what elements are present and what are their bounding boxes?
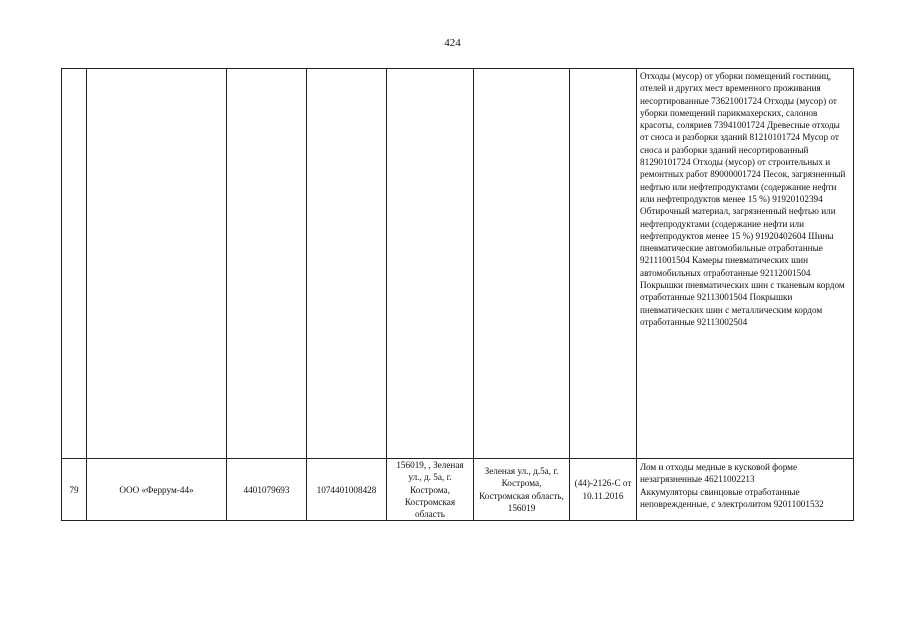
- cell-waste-list: [637, 69, 854, 459]
- cell-activity-address: [474, 69, 570, 459]
- cell-ogrn: [307, 69, 387, 459]
- cell-ogrn: 1074401008428: [307, 459, 387, 521]
- cell-inn: 4401079693: [227, 459, 307, 521]
- cell-waste-list: [637, 459, 854, 521]
- table-row-continuation: [62, 69, 854, 459]
- cell-number: [62, 69, 87, 459]
- cell-inn: [227, 69, 307, 459]
- registry-table: [61, 68, 854, 521]
- cell-organization: ООО «Феррум-44»: [87, 459, 227, 521]
- cell-organization: [87, 69, 227, 459]
- page-number: 424: [444, 37, 461, 49]
- waste-list-text: Лом и отходы медные в кусковой форме незагрязненные 46211002213 Аккумуляторы свинцовые отработанные неповрежденные, с электролитом 92011001532: [640, 462, 824, 509]
- cell-legal-address: 156019, , Зеленая ул., д. 5а, г. Кострома, Костромская область: [387, 459, 474, 521]
- cell-license: (44)-2126-С от 10.11.2016: [570, 459, 637, 521]
- cell-license: [570, 69, 637, 459]
- cell-activity-address: Зеленая ул., д.5а, г. Кострома, Костромская область, 156019: [474, 459, 570, 521]
- cell-legal-address: [387, 69, 474, 459]
- cell-number: 79: [62, 459, 87, 521]
- table-row-entry-79: [62, 459, 854, 521]
- waste-list-text: Отходы (мусор) от уборки помещений гостиниц, отелей и других мест временного проживания несортированные 73621001724 Отходы (мусор) от уборки помещений парикмахерских, салонов красоты, соляриев 73941001724 Древесные отходы от сноса и разборки зданий 81210101724 Мусор от сноса и разборки зданий несортированный 81290101724 Отходы (мусор) от строительных и ремонтных работ 89000001724 Песок, загрязненный нефтью или нефтепродуктами (содержание нефти или нефтепродуктов менее 15 %) 91920102394 Обтирочный материал, загрязненный нефтью или нефтепродуктами (содержание нефти или нефтепродуктов менее 15 %) 91920402604 Шины пневматические автомобильные отработанные 92111001504 Камеры пневматических шин автомобильных отработанные 92112001504 Покрышки пневматических шин с тканевым кордом отработанные 92113001504 Покрышки пневматических шин с металлическим кордом отработанные 92113002504: [640, 71, 846, 327]
